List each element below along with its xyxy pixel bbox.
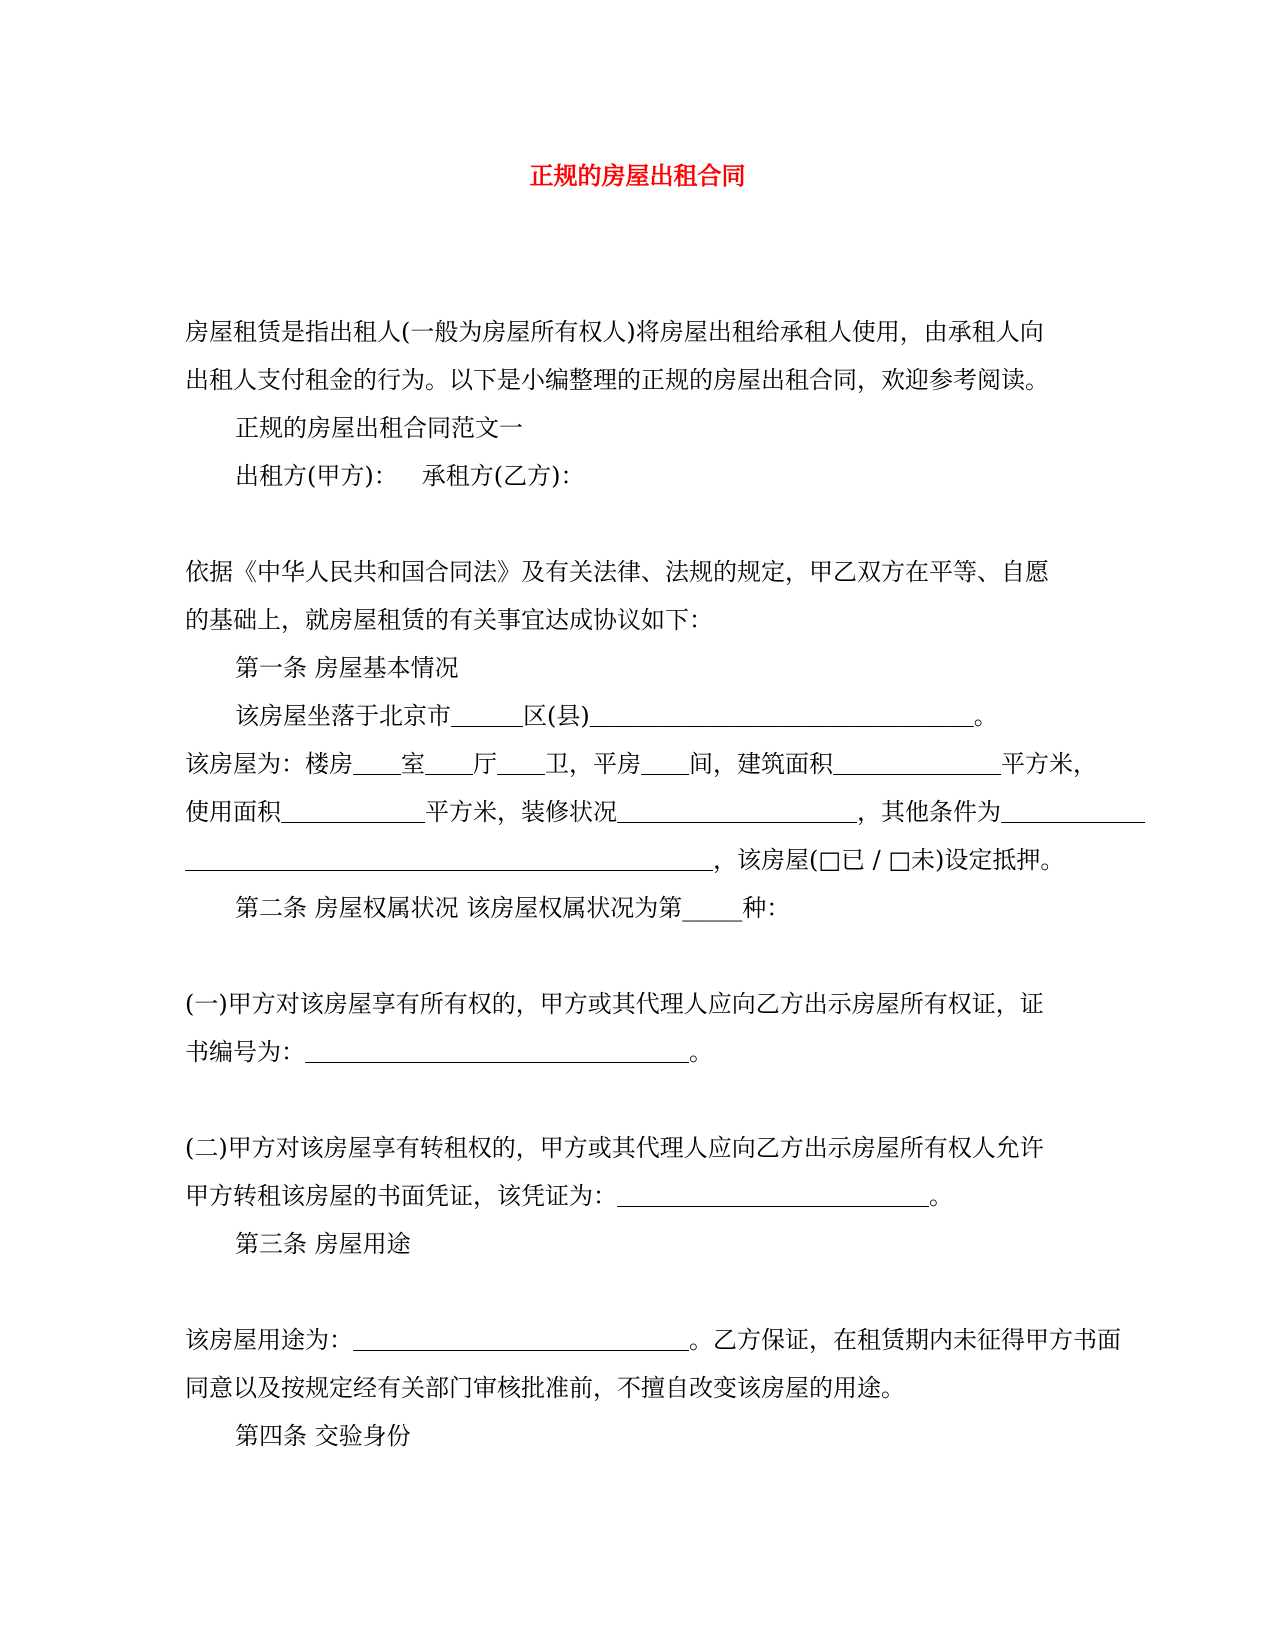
document-body <box>185 308 1145 1460</box>
article-heading: 第三条 房屋用途 <box>235 1230 411 1258</box>
paragraph-line: (二)甲方对该房屋享有转租权的，甲方或其代理人应向乙方出示房屋所有权人允许 <box>185 1134 1044 1162</box>
paragraph-line: 依据《中华人民共和国合同法》及有关法律、法规的规定，甲乙双方在平等、自愿 <box>185 558 1049 586</box>
paragraph-line: 该房屋坐落于北京市＿＿＿区(县)＿＿＿＿＿＿＿＿＿＿＿＿＿＿＿＿。 <box>235 702 998 730</box>
article-heading: 第四条 交验身份 <box>235 1422 411 1450</box>
article-heading: 第一条 房屋基本情况 <box>235 654 459 682</box>
paragraph-line: 房屋租赁是指出租人(一般为房屋所有权人)将房屋出租给承租人使用，由承租人向 <box>185 318 1044 346</box>
paragraph-line: 书编号为：＿＿＿＿＿＿＿＿＿＿＿＿＿＿＿＿。 <box>185 1038 713 1066</box>
paragraph-line: 该房屋用途为：＿＿＿＿＿＿＿＿＿＿＿＿＿＿。乙方保证，在租赁期内未征得甲方书面 <box>185 1326 1121 1354</box>
paragraph-line: ＿＿＿＿＿＿＿＿＿＿＿＿＿＿＿＿＿＿＿＿＿＿，该房屋(□已 / □未)设定抵押。 <box>185 846 1065 874</box>
paragraph-line: 同意以及按规定经有关部门审核批准前，不擅自改变该房屋的用途。 <box>185 1374 905 1402</box>
paragraph-line: 使用面积＿＿＿＿＿＿平方米，装修状况＿＿＿＿＿＿＿＿＿＿，其他条件为＿＿＿＿＿＿ <box>185 798 1145 826</box>
paragraph-line: 出租人支付租金的行为。以下是小编整理的正规的房屋出租合同，欢迎参考阅读。 <box>185 366 1049 394</box>
parties-line <box>185 452 1090 500</box>
lessee-label: 承租方(乙方)： <box>421 462 585 490</box>
section-heading: 正规的房屋出租合同范文一 <box>235 414 523 442</box>
paragraph-line: 的基础上，就房屋租赁的有关事宜达成协议如下： <box>185 606 713 634</box>
paragraph-line: (一)甲方对该房屋享有所有权的，甲方或其代理人应向乙方出示房屋所有权证，证 <box>185 990 1044 1018</box>
article-heading: 第二条 房屋权属状况 该房屋权属状况为第_____种： <box>235 894 791 922</box>
paragraph-line: 甲方转租该房屋的书面凭证，该凭证为：＿＿＿＿＿＿＿＿＿＿＿＿＿。 <box>185 1182 953 1210</box>
lessor-label: 出租方(甲方)： <box>235 462 398 490</box>
page-title: 正规的房屋出租合同 <box>529 162 746 190</box>
paragraph-line: 该房屋为：楼房＿＿室＿＿厅＿＿卫，平房＿＿间，建筑面积＿＿＿＿＿＿＿平方米， <box>185 750 1097 778</box>
